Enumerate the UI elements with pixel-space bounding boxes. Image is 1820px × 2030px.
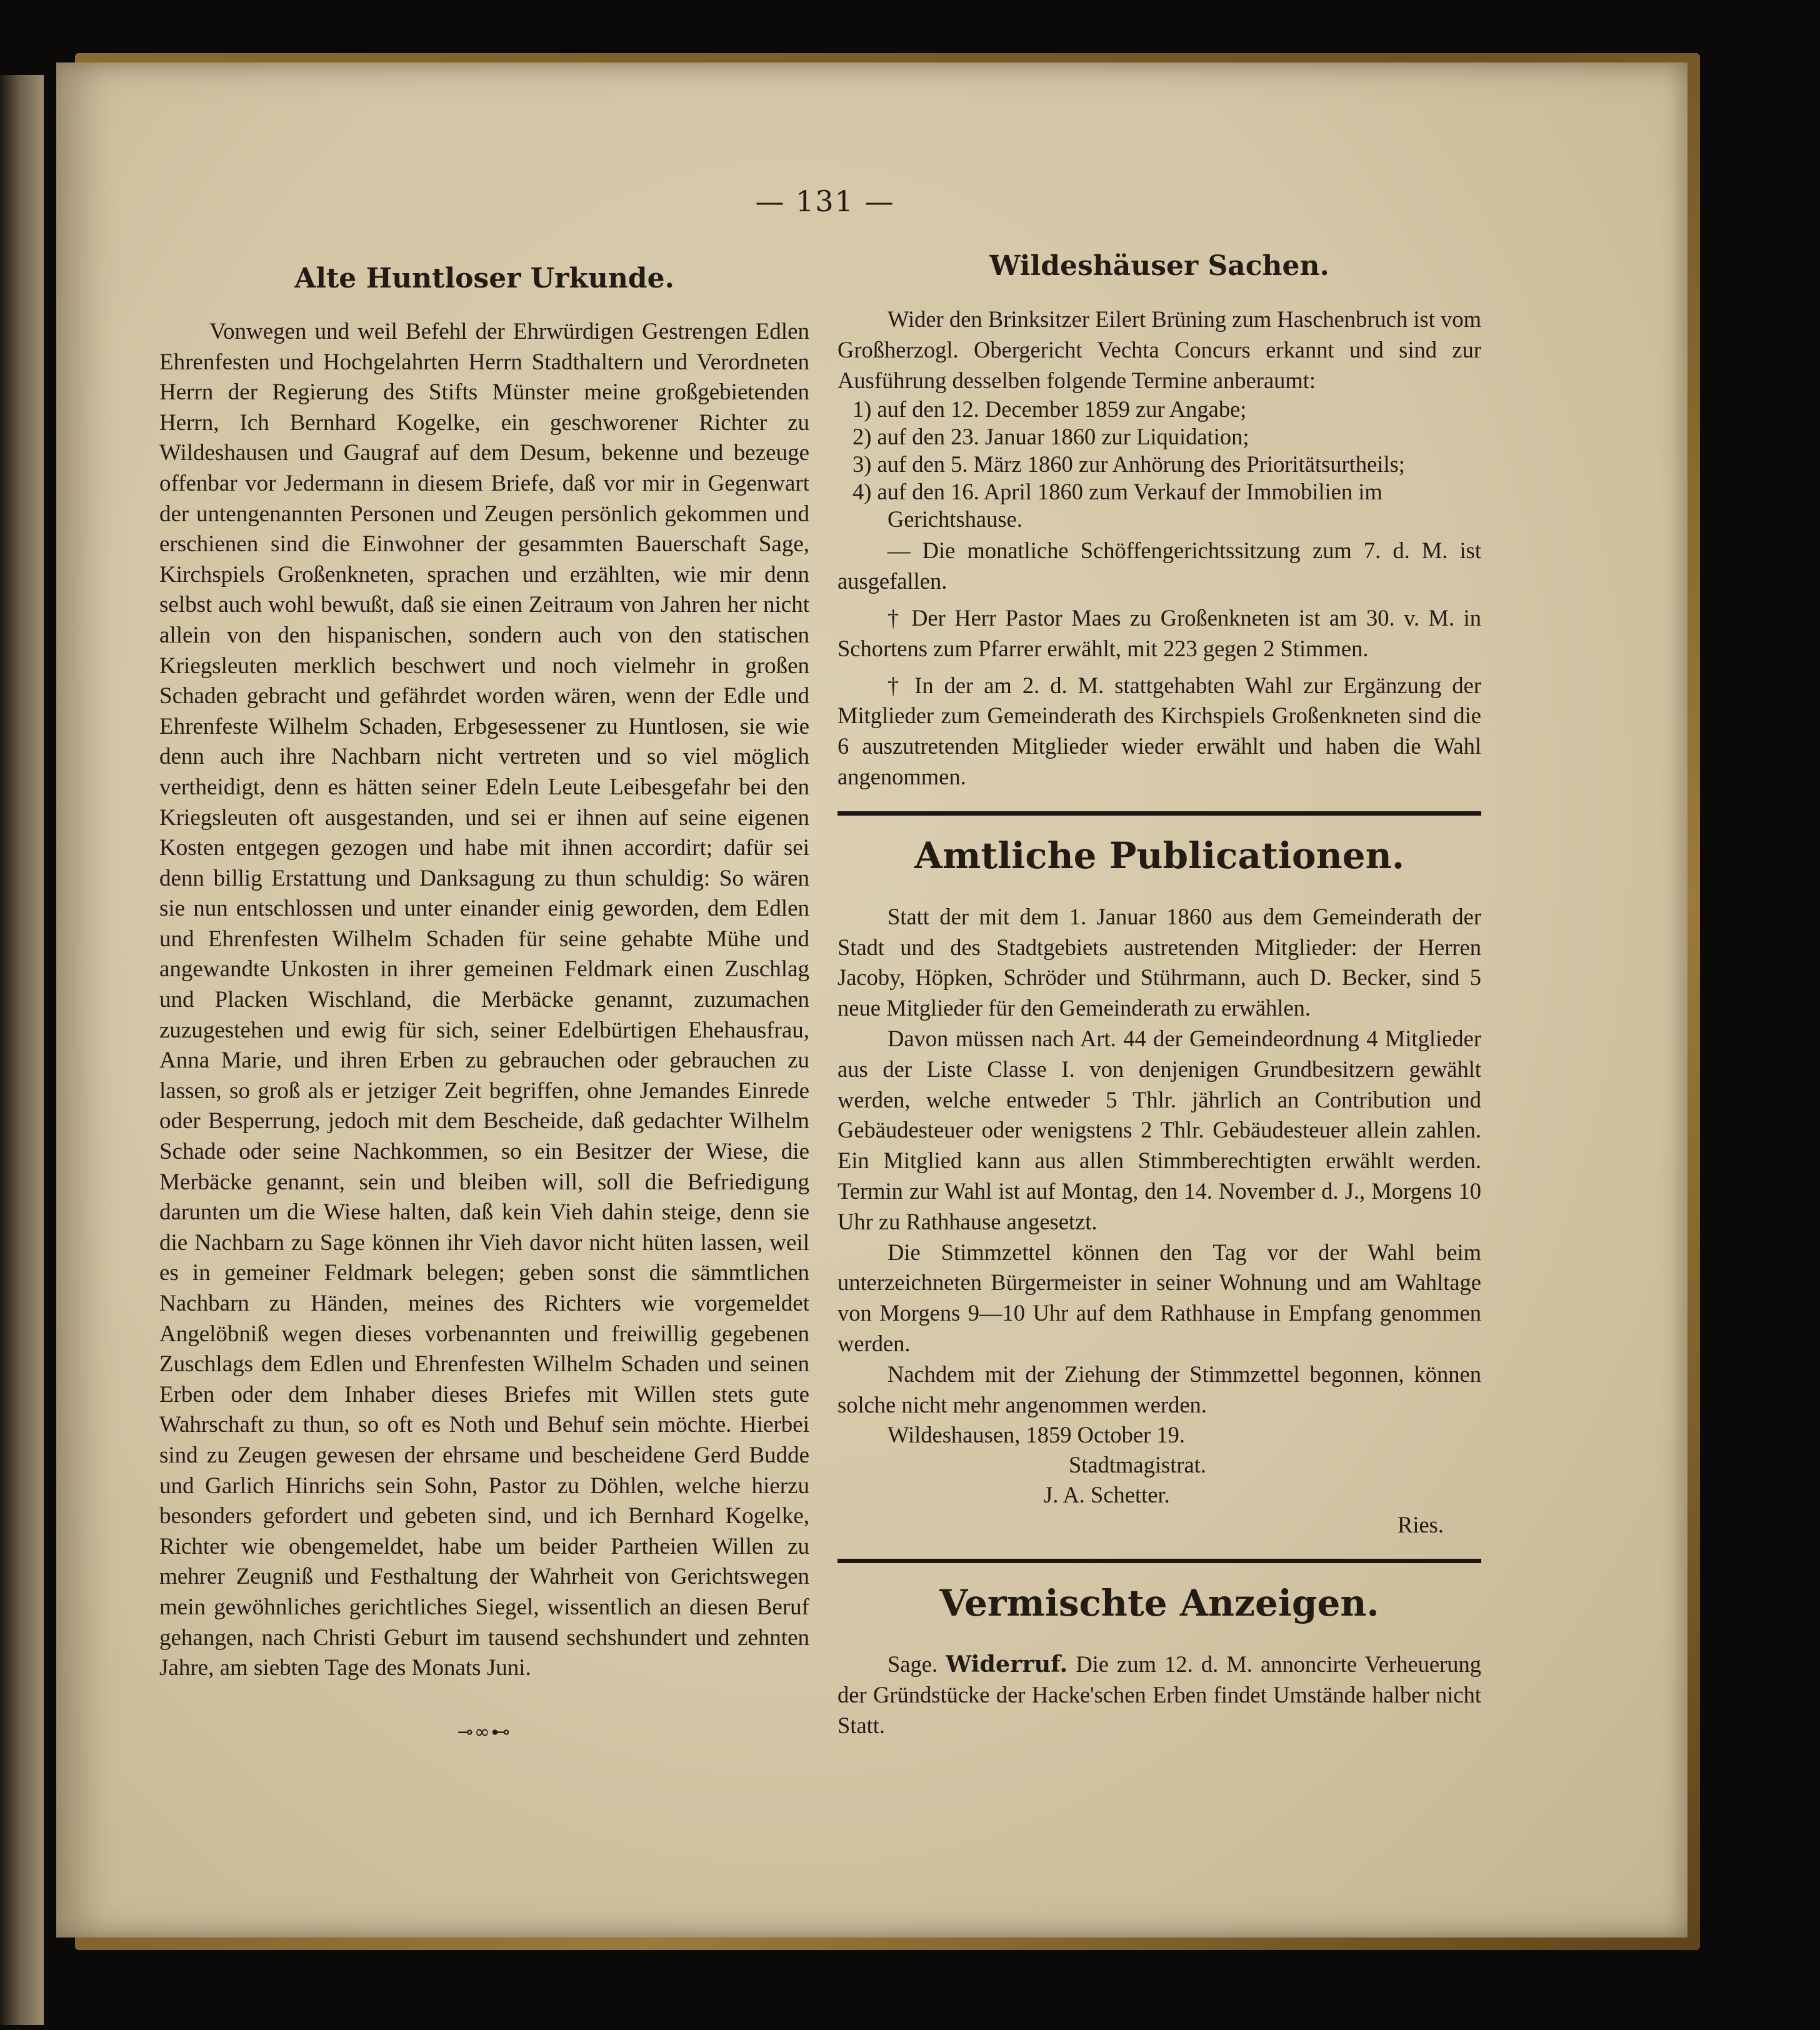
list-item: 1) auf den 12. December 1859 zur Angabe; xyxy=(852,396,1247,422)
publication-paragraph: Davon müssen nach Art. 44 der Gemeindeordnung 4 Mitglieder aus der Liste Classe I. von denjenigen Grundbesitzern gewählt werden, welche entweder 5 Thlr. jährlich an Contribution und Gebäudesteuer oder wenigstens 2 Thlr. Gebäudesteuer allein zahlen. Ein Mitglied kann aus allen Stimmberechtigten erwählt werden. Termin zur Wahl ist auf Montag, den 14. November d. J., Morgens 10 Uhr zu Rathhause angesetzt. xyxy=(838,1025,1481,1234)
advertisements-section-title: Vermischte Anzeigen. xyxy=(939,1582,1379,1625)
book-spine-left xyxy=(0,75,44,2025)
left-column xyxy=(159,262,809,1743)
left-column-title: Alte Huntloser Urkunde. xyxy=(294,262,674,294)
publication-paragraph: Statt der mit dem 1. Januar 1860 aus dem Gemeinderath der Stadt und des Stadtgebiets austretenden Mitglieder: der Herren Jacoby, Höpken, Schröder und Stührmann, auch D. Becker, sind 5 neue Mitglieder für den Gemeinderath zu erwählen. xyxy=(838,903,1481,1021)
signature-clerk: Ries. xyxy=(1397,1512,1444,1538)
wildeshausen-section-title: Wildeshäuser Sachen. xyxy=(989,250,1329,282)
termine-list xyxy=(838,396,1481,533)
advertisement-body: Die zum 12. d. M. annoncirte Verheuerung der Gründstücke der Hacke'schen Erben findet Umstände halber nicht Statt. xyxy=(838,1651,1481,1738)
concurs-intro: Wider den Brinksitzer Eilert Brüning zum Haschenbruch ist vom Großherzogl. Obergericht Vechta Concurs erkannt und sind zur Ausführung desselben folgende Termine anberaumt: xyxy=(838,306,1481,393)
newspaper-page xyxy=(56,62,1688,1938)
advertisement-text xyxy=(838,1649,1481,1741)
section-divider xyxy=(838,1559,1481,1563)
advertisement-keyword: Widerruf. xyxy=(946,1651,1068,1678)
end-ornament: ⊸∞⊷ xyxy=(457,1721,512,1743)
publication-paragraph: Nachdem mit der Ziehung der Stimmzettel begonnen, können solche nicht mehr angenommen werden. xyxy=(838,1361,1481,1418)
schoeffengericht-note: — Die monatliche Schöffengerichtssitzung zum 7. d. M. ist ausgefallen. xyxy=(838,538,1481,594)
section-divider xyxy=(838,811,1481,816)
pastor-note: † Der Herr Pastor Maes zu Großenkneten ist am 30. v. M. in Schortens zum Pfarrer erwählt, mit 223 gegen 2 Stimmen. xyxy=(838,604,1481,661)
charter-text: Vonwegen und weil Befehl der Ehrwürdigen Gestrengen Edlen Ehrenfesten und Hochgelahrten Herrn Stadthaltern und Verordneten Herrn der Regierung des Stifts Münster meine großgebietenden Herrn, Ich Bernhard Kogelke, ein geschworener Richter zu Wildeshausen und Gaugraf auf dem Desum, bekenne und bezeuge offenbar vor Jedermann in diesem Briefe, daß vor mir in Gegenwart der untengenannten Personen und Zeugen persönlich gekommen und erschienen sind die Einwohner der gesammten Bauerschaft Sage, Kirchspiels Großenkneten, sprachen und erzählten, wie mir denn selbst auch wohl bewußt, daß sie einen Zeitraum von Jahren her nicht allein von den hispanischen, sondern auch von den statischen Kriegsleuten merklich beschwert und noch vielmehr in großen Schaden gebracht und gefährdet worden wären, wenn der Edle und Ehrenfeste Wilhelm Schaden, Erbgesessener zu Huntlosen, sie wie denn auch ihre Nachbarn nicht vertreten und so viel möglich vertheidigt, denn es hätten seiner Edeln Leute Leibesgefahr bei den Kriegsleuten oft ausgestanden, und sei er ihnen auf seine eigenen Kosten entgegen gezogen und habe mit ihnen accordirt; dafür sei denn billig Erstattung und Danksagung zu thun schuldig: So wären sie nun entschlossen und unter einander einig geworden, dem Edlen und Ehrenfesten Wilhelm Schaden für seine gehabte Mühe und angewandte Unkosten in ihrer gemeinen Feldmark einen Zuschlag und Placken Wischland, die Merbäcke genannt, zuzumachen zuzugestehen und ewig für sich, seiner Edelbürtigen Ehehausfrau, Anna Marie, und ihren Erben zu gebrauchen oder gebrauchen zu lassen, so groß als er jetziger Zeit begriffen, ohne Jemandes Einrede oder Besperrung, jedoch mit dem Bescheide, daß gedachter Wilhelm Schade oder seine Nachkommen, so ein Besitzer der Wiese, die Merbäcke genannt, sein und bleiben will, soll die Befriedigung darunten um die Wiese halten, daß kein Vieh dahin steige, denn sie die Nachbarn zu Sage können ihr Vieh davor nicht hüten lassen, weil es in gemeiner Feldmark belegen; geben sonst die sämmtlichen Nachbarn zu Händen, meines des Richters wie vorgemeldet Angelöbniß wegen dieses vorbenannten und freiwillig gegebenen Zuschlags dem Edlen und Ehrenfesten Wilhelm Schaden und seinen Erben oder dem Inhaber dieses Briefes mit Willen stets gute Wahrschaft zu thun, so oft es Noth und Behuf sein möchte. Hierbei sind zu Zeugen gewesen der ehrsame und bescheidene Gerd Budde und Garlich Hinrichs sein Sohn, Pastor zu Döhlen, welche hierzu besonders gefordert und gebeten sind, und ich Bernhard Kogelke, Richter wie obengemeldet, habe um beider Partheien Willen zu mehrer Zeugniß und Festhaltung der Wahrheit von Gerichtswegen mein gewöhnliches gerichtliches Siegel, wissentlich an diesen Beruf gehangen, nach Christi Geburt im tausend sechshundert und zehnten Jahre, am siebten Tage des Monats Juni. xyxy=(159,319,809,1681)
list-item: 2) auf den 23. Januar 1860 zur Liquidation; xyxy=(852,424,1249,450)
signature-date: Wildeshausen, 1859 October 19. xyxy=(888,1422,1185,1448)
right-column xyxy=(838,250,1481,1741)
signature-office: Stadtmagistrat. xyxy=(1069,1452,1206,1478)
advertisement-place: Sage. xyxy=(888,1651,938,1678)
publications-section-title: Amtliche Publicationen. xyxy=(914,834,1405,877)
signature-block xyxy=(838,1420,1481,1540)
list-item: 4) auf den 16. April 1860 zum Verkauf der Immobilien im Gerichtshause. xyxy=(852,479,1382,532)
publication-paragraph: Die Stimmzettel können den Tag vor der Wahl beim unterzeichneten Bürgermeister in seiner Wohnung und am Wahltage von Morgens 9—10 Uhr auf dem Rathhause in Empfang genommen werden. xyxy=(838,1239,1481,1356)
signature-name: J. A. Schetter. xyxy=(1044,1482,1170,1508)
list-item: 3) auf den 5. März 1860 zur Anhörung des Prioritätsurtheils; xyxy=(852,451,1405,478)
page-number: — 131 — xyxy=(755,184,895,218)
election-note: † In der am 2. d. M. stattgehabten Wahl zur Ergänzung der Mitglieder zum Gemeinderath des Kirchspiels Großenkneten sind die 6 auszutretenden Mitglieder wieder erwählt und haben die Wahl angenommen. xyxy=(838,672,1481,789)
